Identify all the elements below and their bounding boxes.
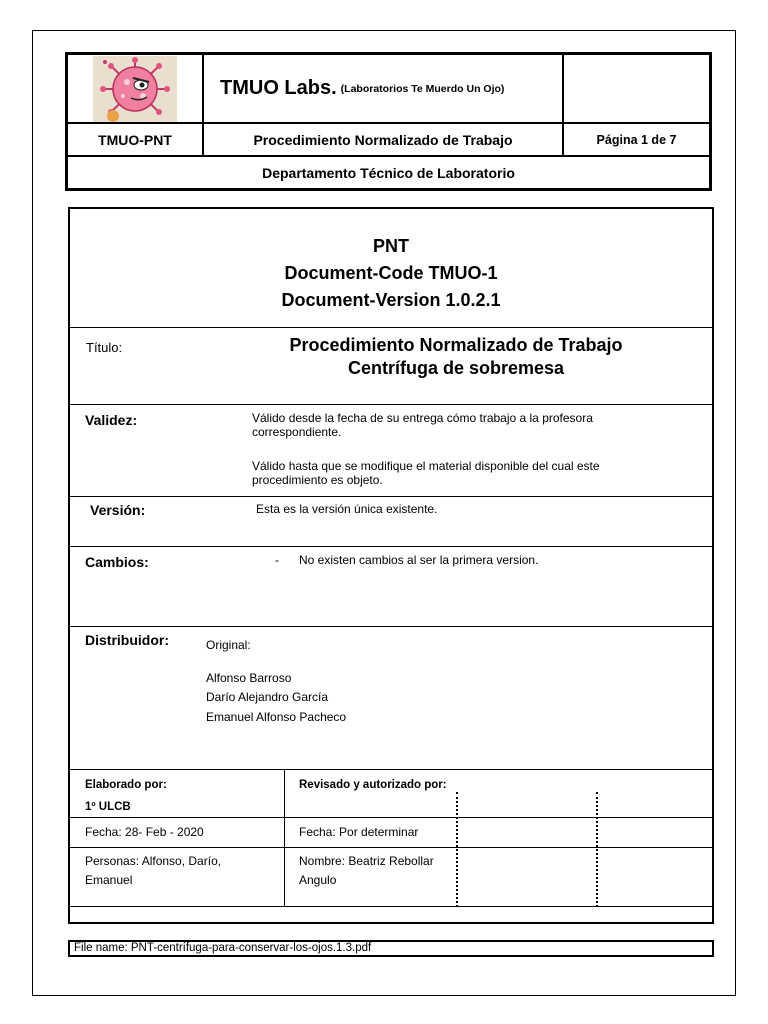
procedure-name: Procedimiento Normalizado de Trabajo [203,123,563,156]
empty-last-row [70,907,712,924]
version-row [70,497,712,547]
logo-cell [67,54,203,123]
cambios-text: No existen cambios al ser la primera version. [299,553,539,567]
page-number: Página 1 de 7 [563,123,710,156]
cambios-row [70,547,712,627]
lab-name: TMUO Labs. [220,77,337,99]
titulo-line-2: Centrífuga de sobremesa [347,358,565,378]
file-name-footer: File name: PNT-centrífuga-para-conservar-los-ojos.1.3.pdf [68,940,714,957]
personas-line-1: Personas: Alfonso, Darío, [85,854,222,868]
titulo-value [266,334,646,380]
distribuidor-row [70,627,712,770]
titulo-row [70,328,712,405]
elaborado-value: 1º ULCB [85,801,131,813]
doc-identity-row [70,209,712,328]
blank-cell [563,54,710,123]
validez-label: Validez: [85,412,138,428]
personas-line-2: Emanuel [85,873,133,887]
fecha-revisado: Fecha: Por determinar [299,825,419,839]
validez-text-2: Válido hasta que se modifique el material disponible del cual este procedimiento es objeto. [252,459,600,487]
signature-dotted-2 [596,792,598,907]
lab-title-cell [203,54,563,123]
doc-code-line: Document-Code TMUO-1 [284,263,498,283]
document-header [65,52,712,191]
virus-mascot-icon [93,56,177,122]
document-body [68,207,714,924]
titulo-line-1: Procedimiento Normalizado de Trabajo [289,335,623,355]
signature-dotted-1 [456,792,458,907]
department: Departamento Técnico de Laboratorio [67,156,710,189]
revisado-label: Revisado y autorizado por: [299,779,447,791]
elaborado-label: Elaborado por: [85,779,167,791]
fecha-elaborado: Fecha: 28- Feb - 2020 [85,825,204,839]
distribuidor-label: Distribuidor: [85,632,169,648]
version-text: Esta es la versión única existente. [256,502,438,516]
doc-version-line: Document-Version 1.0.2.1 [281,290,501,310]
signature-divider [284,770,285,907]
signature-block [70,770,712,907]
cambios-bullet: - [275,553,279,567]
lab-subtitle: (Laboratorios Te Muerdo Un Ojo) [340,82,505,95]
distribuidor-name-1: Alfonso Barroso [206,671,292,685]
nombre-line-2: Angulo [299,873,337,887]
doc-code: TMUO-PNT [67,123,203,156]
signature-line-2 [70,847,712,848]
distribuidor-name-2: Darío Alejandro García [206,690,329,704]
nombre-line-1: Nombre: Beatriz Rebollar [299,854,434,868]
cambios-label: Cambios: [85,554,149,570]
titulo-label: Título: [86,340,123,355]
distribuidor-original: Original: [206,638,251,652]
validez-text-1: Válido desde la fecha de su entrega cómo trabajo a la profesora correspondiente. [252,411,593,439]
doc-type: PNT [373,236,409,256]
validez-row [70,405,712,497]
signature-line-1 [70,817,712,818]
distribuidor-name-3: Emanuel Alfonso Pacheco [206,710,347,724]
version-label: Versión: [90,502,146,518]
